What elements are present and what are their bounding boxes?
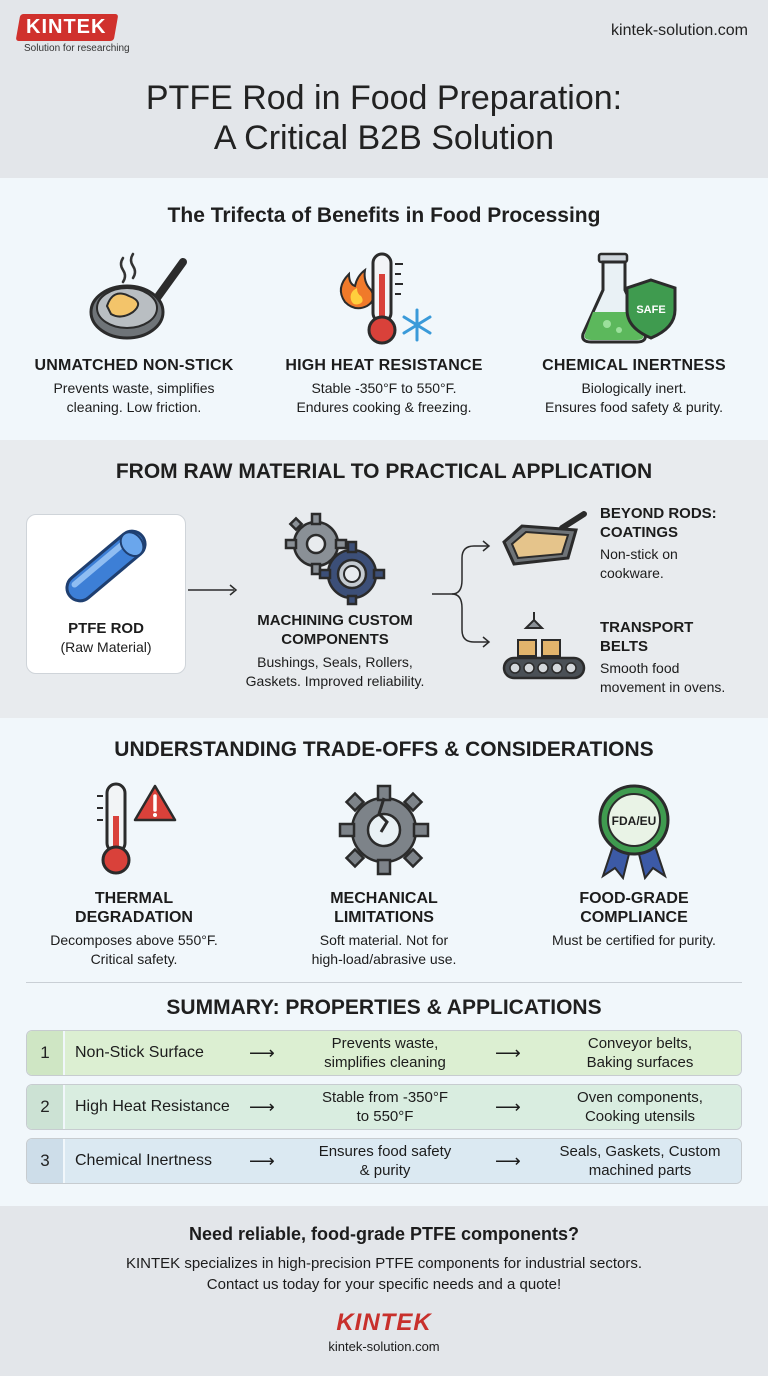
- process-section: [0, 440, 768, 718]
- benefit-non-stick: [14, 250, 254, 417]
- tradeoff-compliance: [514, 780, 754, 950]
- benefits-section: [0, 178, 768, 440]
- belts-desc: [600, 659, 760, 697]
- footer: [0, 1206, 768, 1376]
- row-app-line: Baking surfaces: [586, 1054, 694, 1071]
- coatings-label-line: COATINGS: [600, 524, 679, 541]
- row-application: [535, 1085, 742, 1129]
- coatings-desc-line: Non-stick on: [600, 546, 678, 562]
- footer-url-link[interactable]: kintek-solution.com: [328, 1339, 440, 1354]
- benefit-chemical-inertness: [514, 250, 754, 417]
- logo-text: KINTEK: [26, 16, 107, 38]
- row-body: [65, 1139, 741, 1183]
- benefits-title: The Trifecta of Benefits in Food Processing: [167, 204, 601, 227]
- conveyor-belt-icon: [498, 610, 590, 686]
- row-benefit-line: Prevents waste,: [331, 1035, 439, 1052]
- row-body: [65, 1031, 741, 1075]
- tradeoff-label: [514, 889, 754, 927]
- row-benefit: [299, 1085, 471, 1129]
- row-number: 3: [27, 1139, 63, 1183]
- benefit-label: CHEMICAL INERTNESS: [542, 357, 726, 374]
- logo-tagline: Solution for researching: [24, 43, 130, 54]
- row-app-line: machined parts: [588, 1162, 692, 1179]
- arrow-icon: ⟶: [495, 1150, 521, 1171]
- belts-desc-line: movement in ovens.: [600, 679, 726, 695]
- row-property: Chemical Inertness: [75, 1152, 212, 1169]
- tradeoff-desc-line: Critical safety.: [90, 951, 178, 967]
- coatings-label-line: BEYOND RODS:: [600, 505, 717, 522]
- benefit-desc-line: cleaning. Low friction.: [66, 399, 202, 415]
- flask-shield-icon: [579, 250, 689, 350]
- tradeoff-label-line: LIMITATIONS: [334, 909, 434, 926]
- row-app-line: Conveyor belts,: [587, 1035, 693, 1052]
- cta-question: Need reliable, food-grade PTFE components?: [188, 1224, 580, 1244]
- coatings-label: [600, 504, 760, 542]
- machining-label-line: COMPONENTS: [281, 631, 389, 648]
- row-application: [535, 1031, 742, 1075]
- section-divider: [26, 982, 742, 983]
- ptfe-rod-label: PTFE ROD: [68, 620, 144, 637]
- benefit-heat-resistance: [264, 250, 504, 417]
- tradeoff-desc-line: Soft material. Not for: [319, 932, 449, 948]
- tradeoff-desc-line: Decomposes above 550°F.: [50, 932, 218, 948]
- tradeoff-label-line: THERMAL: [94, 890, 174, 907]
- coatings-desc-line: cookware.: [600, 565, 664, 581]
- logo-badge: [16, 14, 119, 41]
- row-app-line: Oven components,: [577, 1089, 703, 1106]
- arrow-to-machining-icon: [186, 580, 242, 600]
- footer-logo[interactable]: KINTEK: [336, 1309, 432, 1336]
- belts-desc-line: Smooth food: [600, 660, 680, 676]
- machining-desc: [242, 653, 428, 691]
- gears-icon: [280, 506, 390, 606]
- benefit-label: HIGH HEAT RESISTANCE: [285, 357, 483, 374]
- tradeoff-label-line: DEGRADATION: [75, 909, 193, 926]
- tradeoff-desc-line: high-load/abrasive use.: [311, 951, 457, 967]
- shield-text: SAFE: [636, 304, 666, 316]
- belts-label-line: BELTS: [600, 638, 649, 655]
- arrow-icon: ⟶: [249, 1042, 275, 1063]
- row-body: [65, 1085, 741, 1129]
- ptfe-rod-card: [26, 514, 186, 674]
- row-app-line: Cooking utensils: [584, 1108, 696, 1125]
- belts-label-line: TRANSPORT: [600, 619, 694, 636]
- belts-label: [600, 618, 760, 656]
- thermometer-fire-snow-icon: [329, 250, 439, 350]
- machining-label: [242, 611, 428, 649]
- tradeoff-desc-line: Must be certified for purity.: [552, 932, 716, 948]
- benefit-desc: [14, 379, 254, 417]
- page-title: [0, 78, 768, 158]
- machining-desc-line: Gaskets. Improved reliability.: [245, 673, 425, 689]
- badge-text: FDA/EU: [611, 814, 657, 828]
- cta-text: [0, 1253, 768, 1295]
- row-number: 1: [27, 1031, 63, 1075]
- cta-text-line: KINTEK specializes in high-precision PTFE components for industrial sectors.: [125, 1255, 643, 1272]
- kintek-logo[interactable]: [18, 14, 130, 54]
- tradeoff-label: [14, 889, 254, 927]
- benefit-desc-line: Endures cooking & freezing.: [296, 399, 472, 415]
- frying-pan-icon: [79, 250, 189, 350]
- benefit-desc: [514, 379, 754, 417]
- arrow-icon: ⟶: [495, 1042, 521, 1063]
- tradeoff-mechanical: [264, 780, 504, 969]
- ptfe-rod-icon: [51, 521, 161, 611]
- row-benefit-line: simplifies cleaning: [324, 1054, 446, 1071]
- tradeoff-thermal: [14, 780, 254, 969]
- tradeoffs-title: UNDERSTANDING TRADE-OFFS & CONSIDERATIONS: [114, 738, 654, 761]
- coatings-item: [600, 504, 760, 583]
- summary-row-3: [26, 1138, 742, 1184]
- tradeoff-label-line: FOOD-GRADE: [579, 890, 689, 907]
- row-number: 2: [27, 1085, 63, 1129]
- tradeoff-label-line: COMPLIANCE: [580, 909, 688, 926]
- transport-belts-item: [600, 618, 760, 697]
- row-property: High Heat Resistance: [75, 1098, 230, 1115]
- benefit-desc: [264, 379, 504, 417]
- benefit-desc-line: Biologically inert.: [581, 380, 687, 396]
- benefit-label: UNMATCHED NON-STICK: [34, 357, 234, 374]
- benefit-desc-line: Ensures food safety & purity.: [545, 399, 723, 415]
- summary-row-1: [26, 1030, 742, 1076]
- tradeoff-label-line: MECHANICAL: [330, 890, 438, 907]
- site-url-link[interactable]: kintek-solution.com: [611, 22, 748, 39]
- row-benefit-line: Stable from -350°F: [321, 1089, 449, 1106]
- tradeoff-desc: [264, 931, 504, 969]
- page-title-line1: PTFE Rod in Food Preparation:: [145, 79, 623, 117]
- row-benefit-line: to 550°F: [356, 1108, 414, 1125]
- row-benefit: [299, 1139, 471, 1183]
- tradeoff-label: [264, 889, 504, 927]
- certification-badge-icon: [579, 780, 689, 880]
- machining-components: [242, 506, 428, 691]
- arrow-icon: ⟶: [249, 1150, 275, 1171]
- machining-label-line: MACHINING CUSTOM: [257, 612, 413, 629]
- machining-desc-line: Bushings, Seals, Rollers,: [257, 654, 413, 670]
- row-benefit-line: Ensures food safety: [318, 1143, 452, 1160]
- arrow-icon: ⟶: [495, 1096, 521, 1117]
- ptfe-rod-sublabel: (Raw Material): [60, 639, 152, 655]
- row-benefit: [299, 1031, 471, 1075]
- benefit-desc-line: Stable -350°F to 550°F.: [311, 380, 457, 396]
- header: [0, 0, 768, 178]
- page-title-line2: A Critical B2B Solution: [213, 119, 555, 157]
- process-title: FROM RAW MATERIAL TO PRACTICAL APPLICATION: [115, 460, 653, 483]
- cta-text-line: Contact us today for your specific needs and a quote!: [206, 1276, 562, 1293]
- arrow-icon: ⟶: [249, 1096, 275, 1117]
- tradeoffs-section: [0, 718, 768, 1206]
- branch-arrows-icon: [430, 536, 494, 652]
- cracked-gear-icon: [329, 780, 439, 880]
- baking-tray-icon: [498, 506, 590, 582]
- thermometer-warning-icon: [79, 780, 189, 880]
- summary-row-2: [26, 1084, 742, 1130]
- row-benefit-line: & purity: [359, 1162, 411, 1179]
- coatings-desc: [600, 545, 760, 583]
- summary-title: SUMMARY: PROPERTIES & APPLICATIONS: [166, 996, 602, 1019]
- benefit-desc-line: Prevents waste, simplifies: [53, 380, 215, 396]
- row-application: [535, 1139, 742, 1183]
- tradeoff-desc: [14, 931, 254, 969]
- row-property: Non-Stick Surface: [75, 1044, 204, 1061]
- tradeoff-desc: [514, 931, 754, 950]
- row-app-line: Seals, Gaskets, Custom: [559, 1143, 721, 1160]
